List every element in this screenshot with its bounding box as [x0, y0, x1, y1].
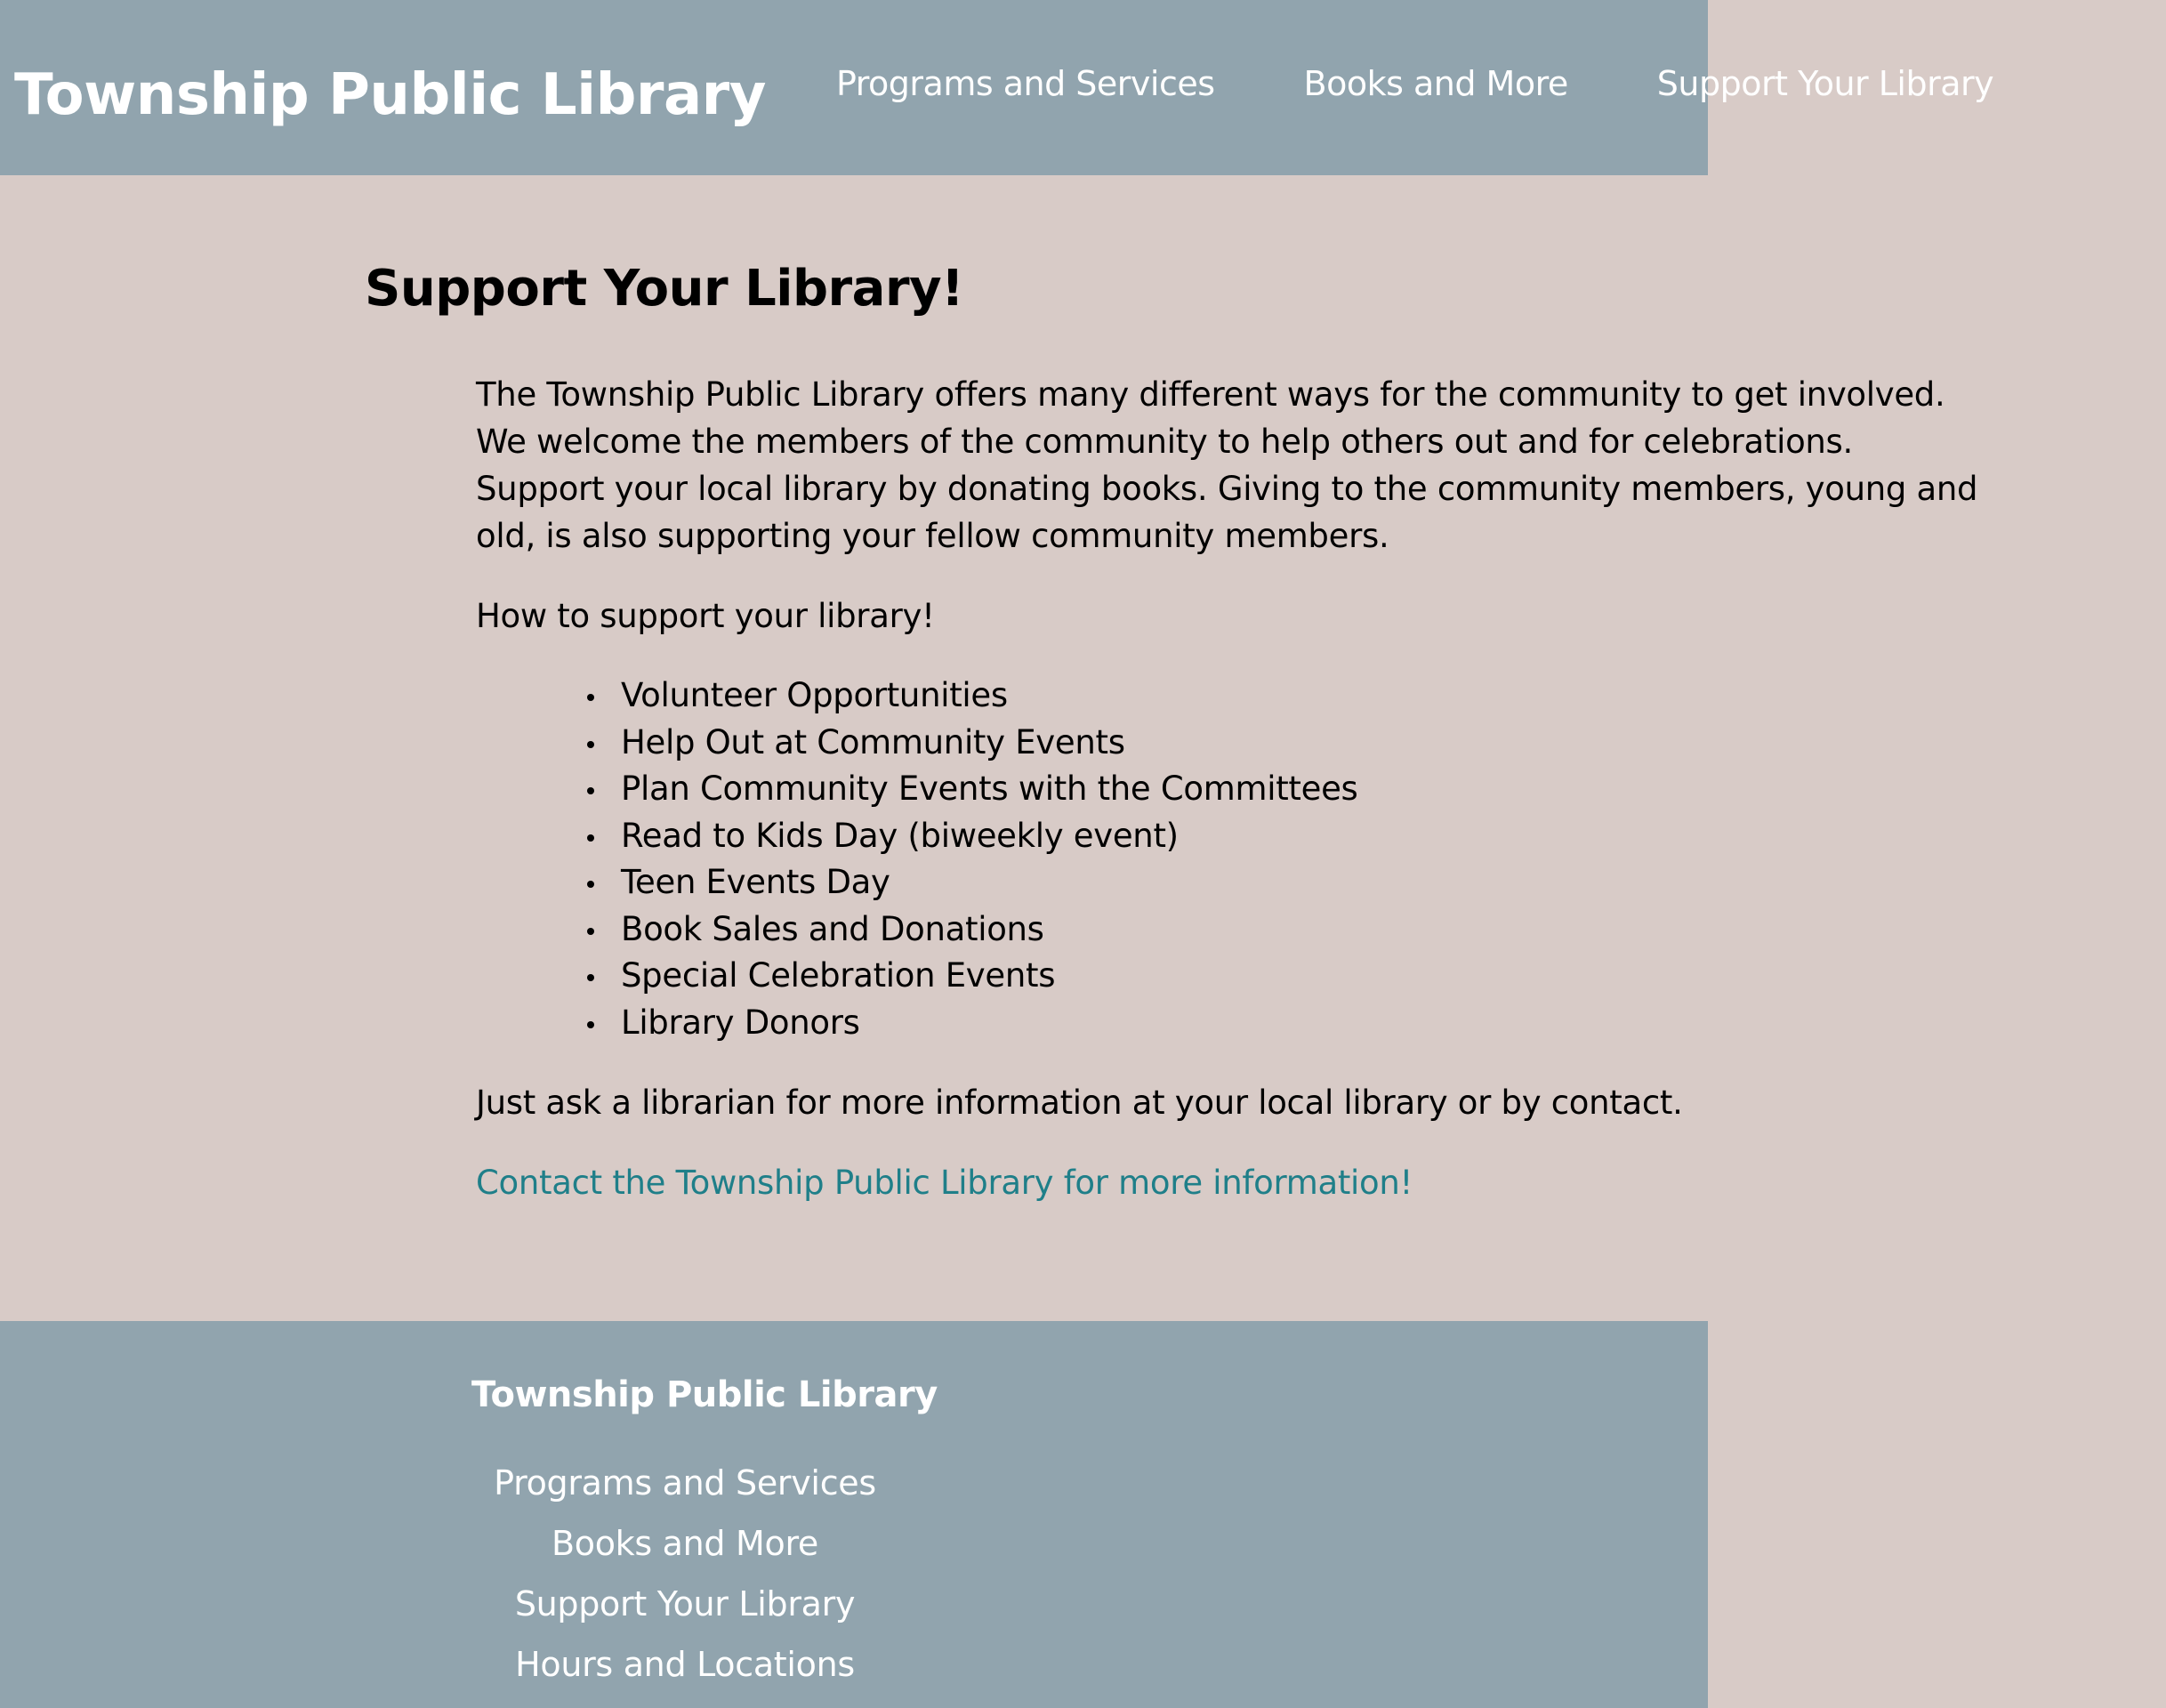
site-title[interactable]: Township Public Library	[14, 62, 766, 128]
footer-link-hours-and-locations[interactable]: Hours and Locations	[515, 1645, 855, 1684]
list-item: Library Donors	[621, 1000, 2166, 1047]
site-footer	[0, 1321, 1708, 1708]
list-item: Read to Kids Day (biweekly event)	[621, 813, 2166, 860]
nav-books-and-more[interactable]: Books and More	[1303, 64, 1568, 103]
footer-title: Township Public Library	[471, 1374, 938, 1415]
site-header	[0, 0, 1994, 175]
list-item: Special Celebration Events	[621, 953, 2166, 1000]
how-to-heading: How to support your library!	[476, 597, 935, 635]
footer-link-books-and-more[interactable]: Books and More	[551, 1524, 819, 1563]
footer-nav	[471, 1453, 898, 1695]
main-content	[0, 175, 1978, 1321]
footer-link-support-your-library[interactable]: Support Your Library	[514, 1584, 856, 1623]
main-nav	[836, 64, 2082, 103]
nav-support-your-library[interactable]: Support Your Library	[1656, 64, 1994, 103]
contact-link[interactable]: Contact the Township Public Library for more information!	[476, 1164, 1413, 1202]
list-item: Book Sales and Donations	[621, 906, 2166, 954]
support-list	[476, 673, 2166, 1046]
footer-link-programs-and-services[interactable]: Programs and Services	[494, 1463, 876, 1503]
list-item: Help Out at Community Events	[621, 720, 2166, 767]
nav-programs-and-services[interactable]: Programs and Services	[836, 64, 1215, 103]
list-item: Plan Community Events with the Committees	[621, 766, 2166, 813]
footer-inner	[471, 1374, 938, 1695]
list-item: Volunteer Opportunities	[621, 673, 2166, 720]
ask-librarian-text: Just ask a librarian for more information at your local library or by contact.	[476, 1084, 1683, 1122]
intro-paragraph: The Township Public Library offers many different ways for the community to get involved. We welcome the members of the community to help others out and for celebrations. Support your local library by donating books. Giving to the community members, young and old, is also supporting your fellow community members.	[476, 375, 1978, 555]
page-title: Support Your Library!	[365, 260, 964, 318]
content-body	[476, 371, 2166, 1206]
list-item: Teen Events Day	[621, 859, 2166, 906]
